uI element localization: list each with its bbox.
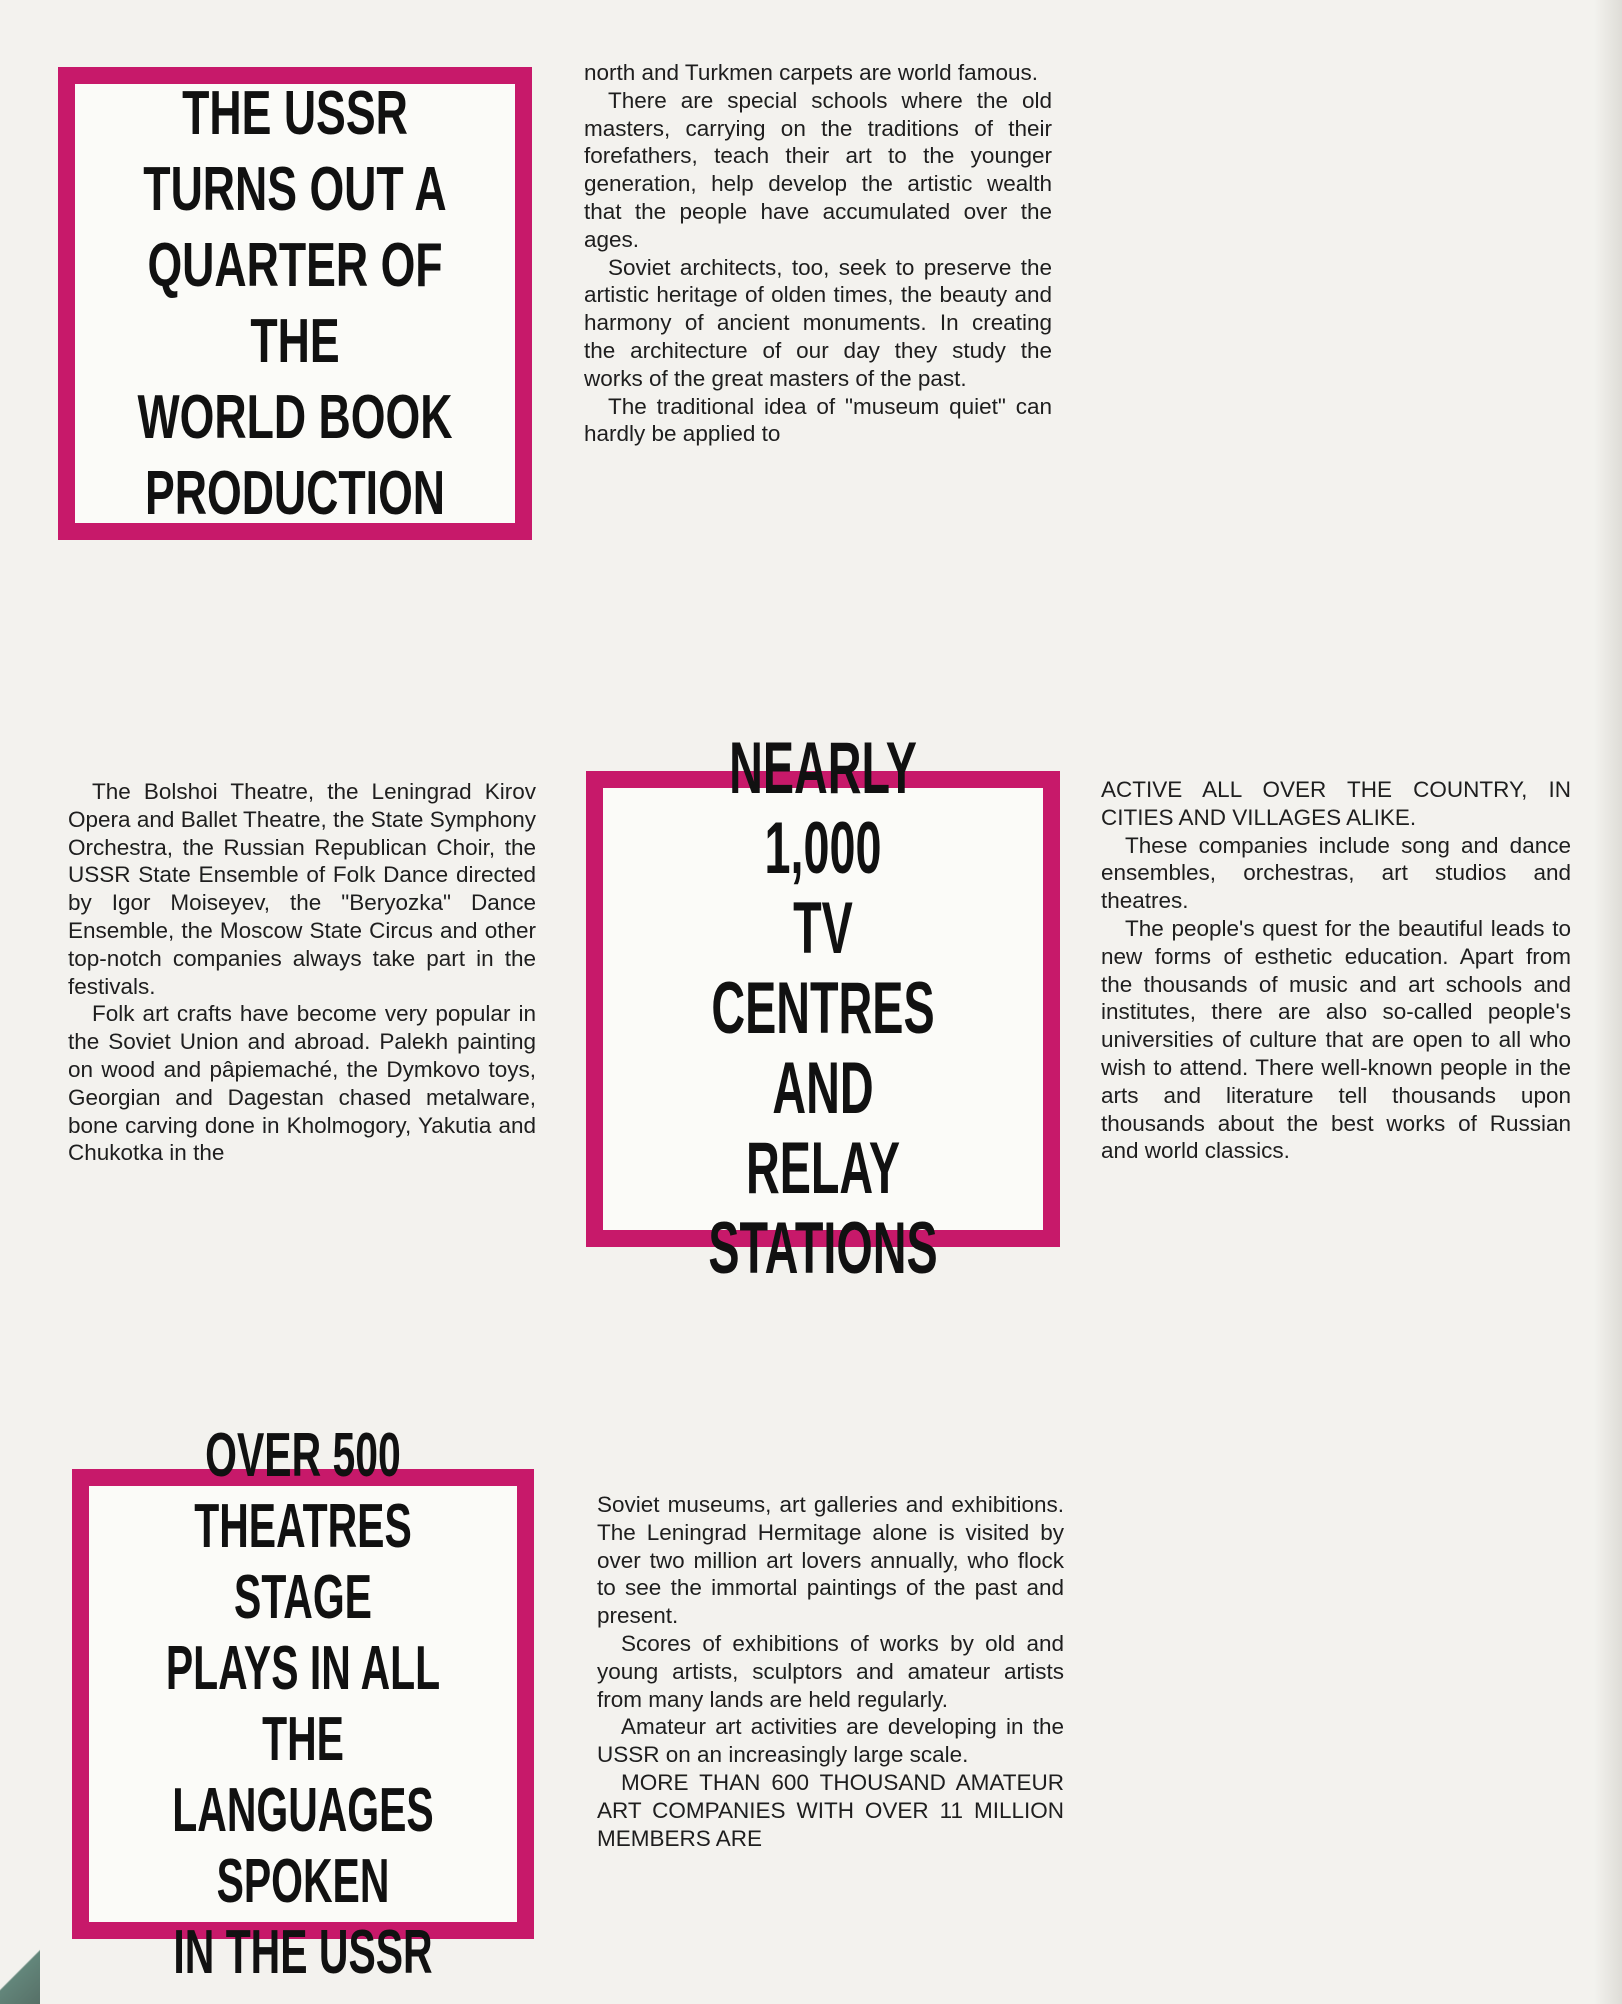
headline-tv-centres: NEARLY 1,000 TV CENTRES AND RELAY STATIONS xyxy=(708,728,938,1289)
text-column-top-right xyxy=(584,59,1052,448)
paragraph: MORE THAN 600 THOUSAND AMATEUR ART COMPANIES WITH OVER 11 MILLION MEMBERS ARE xyxy=(597,1769,1064,1851)
paragraph: Folk art crafts have become very popular in the Soviet Union and abroad. Palekh painting on wood and pâpiemaché, the Dymkovo toys, Georgian and Dagestan chased metalware, bone carving done in Kholmogory, Yakutia and Chukotka in the xyxy=(68,1001,536,1166)
paragraph: Soviet museums, art galleries and exhibitions. The Leningrad Hermitage alone is visited by over two million art lovers annually, who flock to see the immortal paintings of the past and present. xyxy=(597,1492,1064,1629)
headline-box-tv-centres xyxy=(586,728,1060,1289)
headline-book-production: THE USSR TURNS OUT A QUARTER OF THE WORLD BOOK PRODUCTION xyxy=(137,78,453,528)
cover-corner xyxy=(0,1934,40,2004)
paragraph: north and Turkmen carpets are world famous. xyxy=(584,60,1038,85)
text-column-middle-right xyxy=(1101,776,1571,1165)
paragraph: ACTIVE ALL OVER THE COUNTRY, IN CITIES AND VILLAGES ALIKE. xyxy=(1101,777,1571,830)
paragraph: The Bolshoi Theatre, the Leningrad Kirov Opera and Ballet Theatre, the State Symphony Orchestra, the Russian Republican Choir, the USSR State Ensemble of Folk Dance directed by Igor Moiseyev, the "Beryozka" Dance Ensemble, the Moscow State Circus and other top-notch companies always take part in the festivals. xyxy=(68,779,536,999)
page-edge-shadow xyxy=(1594,0,1622,2004)
paragraph: These companies include song and dance ensembles, orchestras, art studios and theatres. xyxy=(1101,832,1571,914)
headline-theatres: OVER 500 THEATRES STAGE PLAYS IN ALL THE LANGUAGES SPOKEN IN THE USSR xyxy=(165,1421,441,1987)
paragraph: The traditional idea of "museum quiet" can hardly be applied to xyxy=(584,393,1052,447)
paragraph: Scores of exhibitions of works by old and young artists, sculptors and amateur artists from many lands are held regularly. xyxy=(597,1630,1064,1712)
text-column-bottom-right xyxy=(597,1491,1064,1852)
headline-box-book-production xyxy=(58,67,532,540)
paragraph: Soviet architects, too, seek to preserve the artistic heritage of olden times, the beauty and harmony of ancient monuments. In creating the architecture of our day they study the works of the great masters of the past. xyxy=(584,254,1052,391)
text-column-middle-left xyxy=(68,778,536,1167)
paragraph: There are special schools where the old masters, carrying on the traditions of their forefathers, teach their art to the younger generation, help develop the artistic wealth that the people have accumulated over the ages. xyxy=(584,87,1052,252)
headline-box-theatres xyxy=(72,1421,534,1987)
paragraph: The people's quest for the beautiful leads to new forms of esthetic education. Apart from the thousands of music and art schools and institutes, there are also so-called people's universities of culture that are open to all who wish to attend. There well-known people in the arts and literature tell thousands upon thousands about the best works of Russian and world classics. xyxy=(1101,915,1571,1164)
paragraph: Amateur art activities are developing in the USSR on an increasingly large scale. xyxy=(597,1714,1064,1768)
